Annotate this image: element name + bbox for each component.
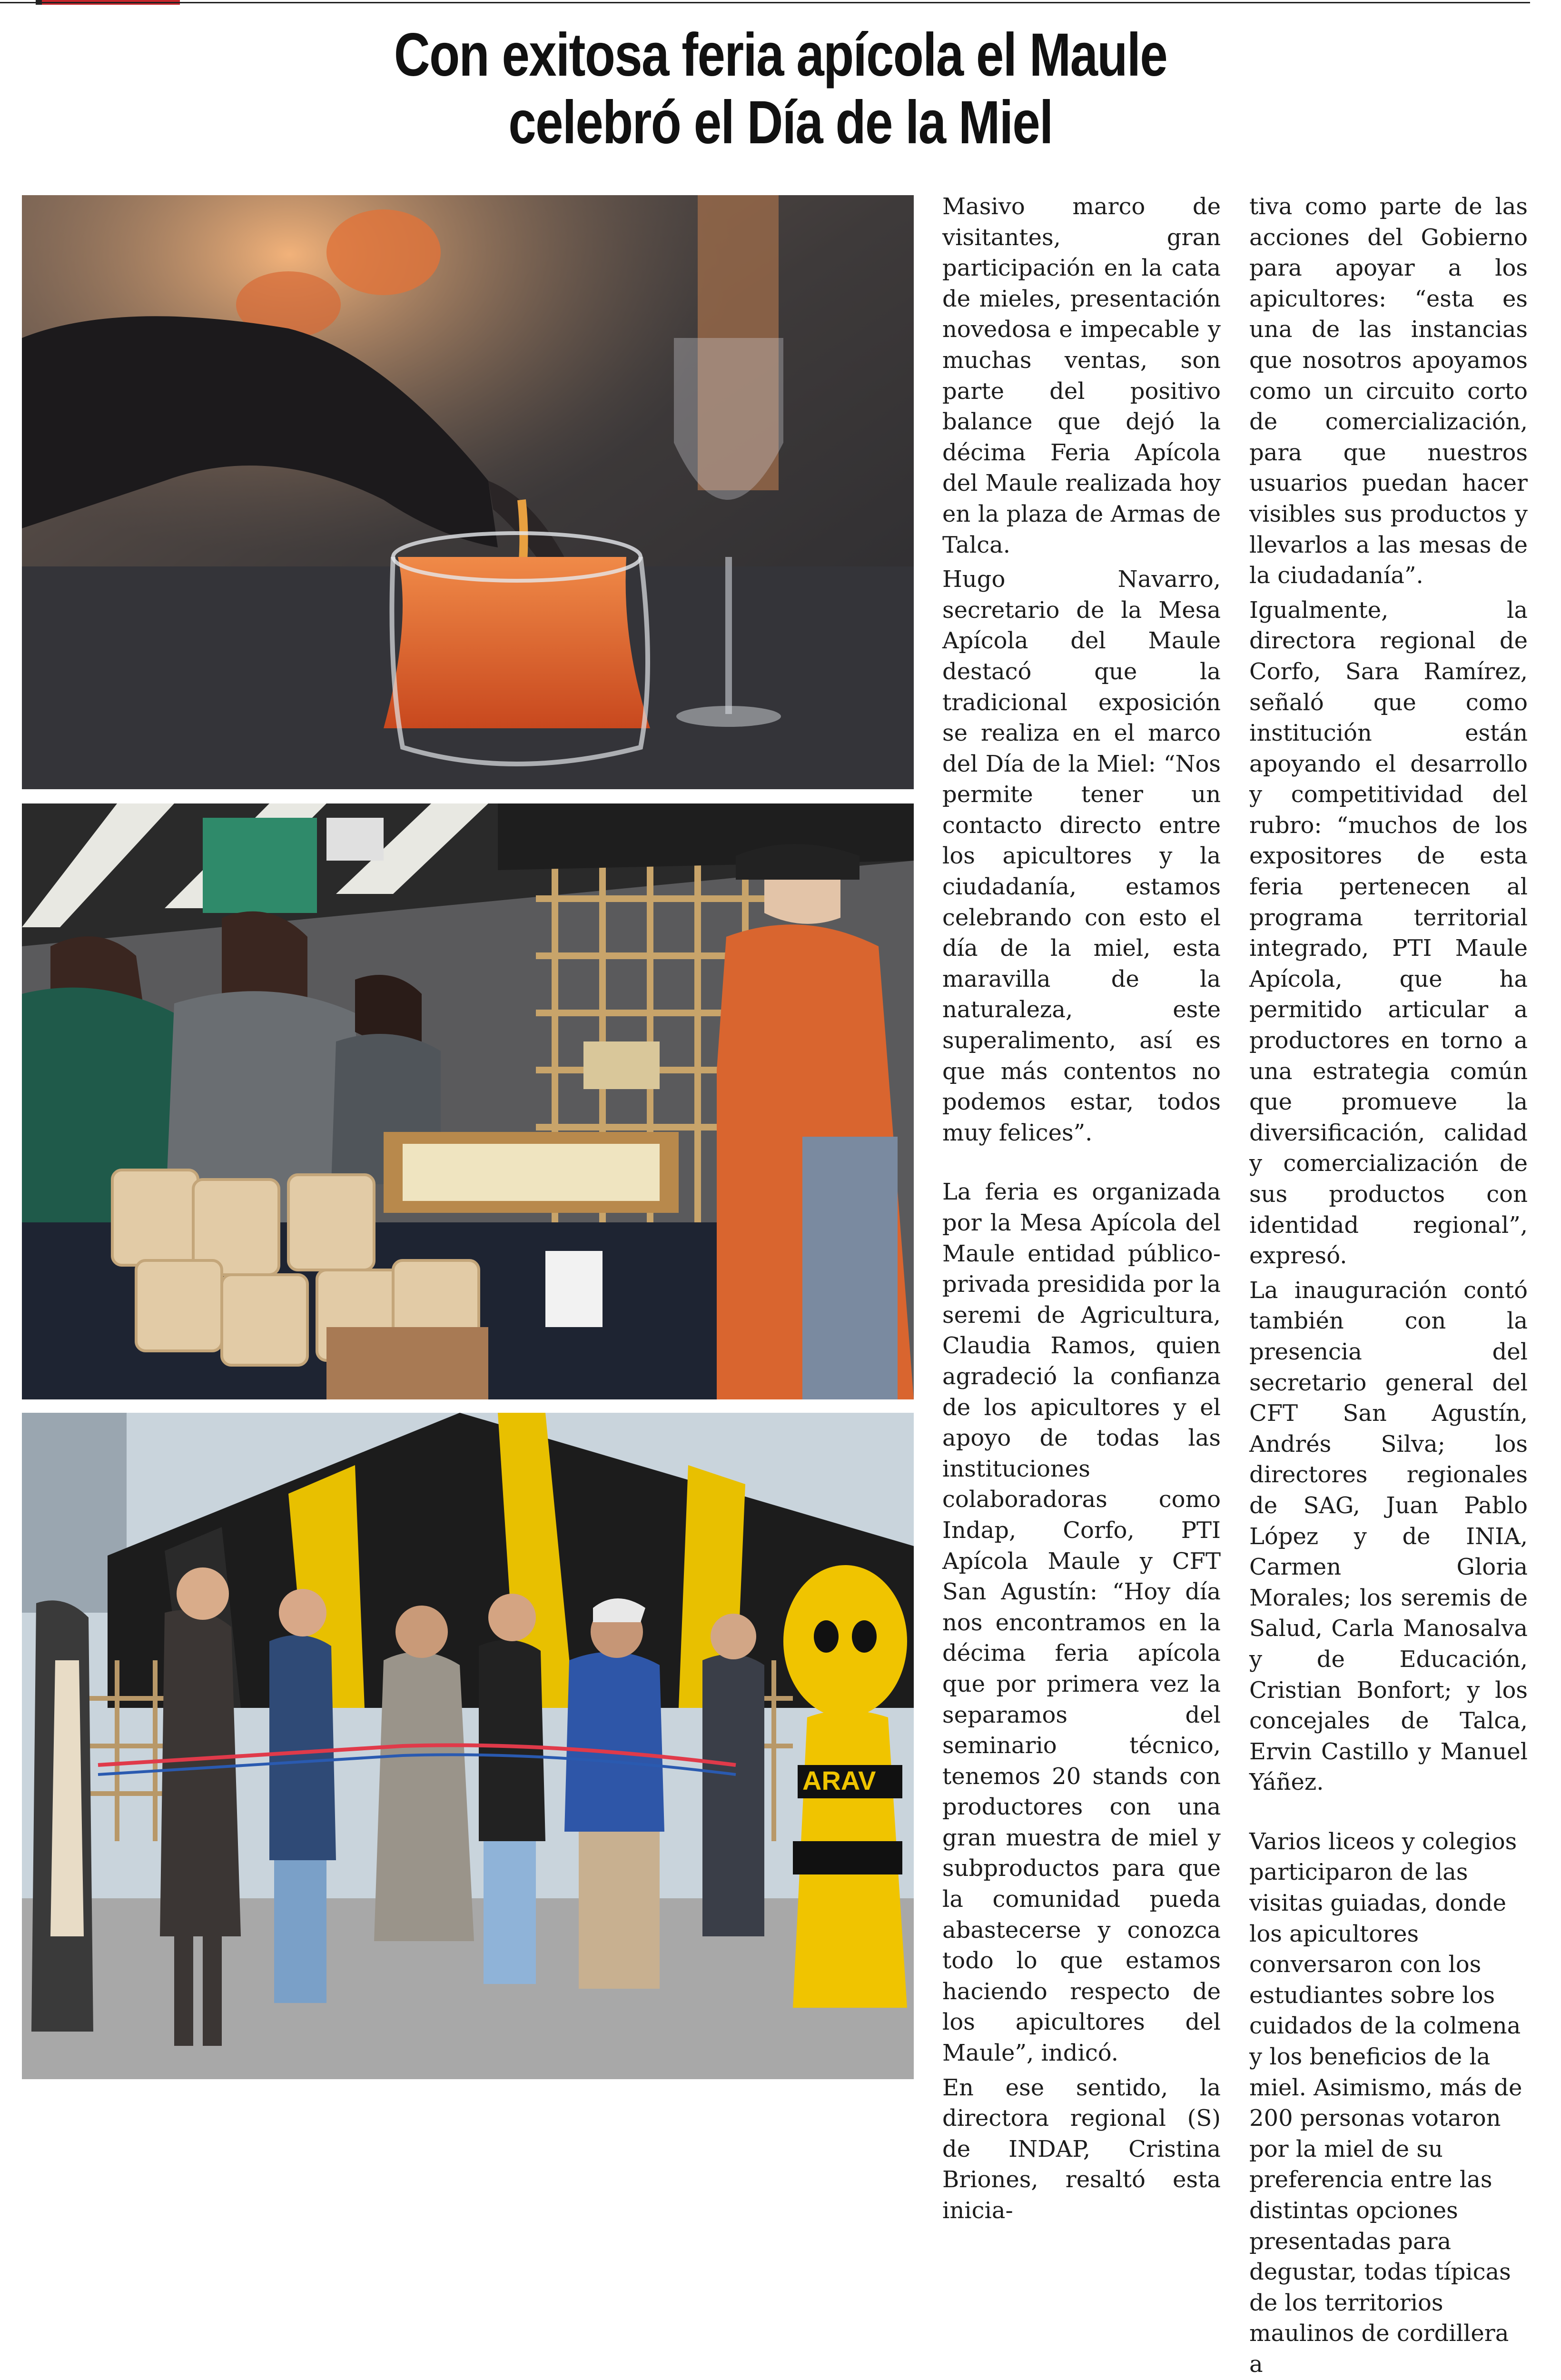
photo-honey-tasting	[22, 195, 914, 789]
ribbon-cutting-illustration	[22, 1413, 914, 2079]
headline-line-2: celebró el Día de la Miel	[508, 89, 1053, 157]
honey-tasting-illustration	[22, 195, 914, 789]
article-headline	[359, 21, 1202, 157]
page-header-rule	[0, 0, 1561, 6]
article-column-2	[1249, 191, 1528, 2380]
paragraph-organizacion: La feria es organizada por la Mesa Apícola del Maule entidad público-privada presidida por la seremi de Agricultura, Claudia Ramos, quien agradeció la confianza de los apicultores y el apoyo de todas las instituciones colaboradoras como Indap, Corfo, PTI Apícola Maule y CFT San Agustín: “Hoy día nos encontramos en la décima feria apícola que por primera vez la separamos del seminario técnico, tenemos 20 stands con productores con una gran muestra de miel y subproductos para que la comunidad pueda abastecerse y conozca todo lo que estamos haciendo respecto de los apicultores del Maule”, indicó.	[942, 1179, 1221, 2067]
header-line	[0, 2, 1530, 3]
headline-line-1: Con exitosa feria apícola el Maule	[394, 21, 1167, 89]
paragraph-visitas: Varios liceos y colegios participaron de las visitas guiadas, donde los apicultores conversaron con los estudiantes sobre los cuidados de la colmena y los beneficios de la miel. Asimismo, más de 200 personas votaron por la miel de su preferencia entre las distintas opciones presentadas para degustar, todas típicas de los territorios maulinos de cordillera a	[1249, 1828, 1522, 2378]
mascot-sign: ARAV	[802, 1765, 876, 1795]
stand-illustration	[22, 803, 914, 1399]
paragraph-inauguracion: La inauguración contó también con la presencia del secretario general del CFT San Agustín, Andrés Silva; los directores regionales de SAG, Juan Pablo López y de INIA, Carmen Gloria Morales; los seremis de Salud, Carla Manosalva y de Educación, Cristian Bonfort; y los concejales de Talca, Ervin Castillo y Manuel Yáñez.	[1249, 1277, 1528, 1796]
photo-ribbon-cutting	[22, 1413, 914, 2079]
paragraph-indap-cont: tiva como parte de las acciones del Gobierno para apoyar a los apicultores: “esta es una de las instancias que nosotros apoyamos como un circuito corto de comercialización, para que nuestros usuarios puedan hacer visibles sus productos y llevarlos a las mesas de la ciudadanía”.	[1249, 193, 1528, 589]
paragraph-intro: Masivo marco de visitantes, gran participación en la cata de mieles, presentación novedosa e impecable y muchas ventas, son parte del positivo balance que dejó la décima Feria Apícola del Maule realizada hoy en la plaza de Armas de Talca.	[942, 193, 1221, 558]
paragraph-corfo: Igualmente, la directora regional de Corfo, Sara Ramírez, señaló que como institución están apoyando el desarrollo y competitividad del rubro: “muchos de los expositores de esta feria pertenecen al programa territorial integrado, PTI Maule Apícola, que ha permitido articular a productores en torno a una estrategia común que promueve la diversificación, calidad y comercialización de sus productos con identidad regional”, expresó.	[1249, 596, 1528, 1269]
paragraph-indap: En ese sentido, la directora regional (S) de INDAP, Cristina Briones, resaltó esta inicia-	[942, 2074, 1221, 2224]
photo-students-at-stand	[22, 803, 914, 1399]
paragraph-hugo-navarro: Hugo Navarro, secretario de la Mesa Apícola del Maule destacó que la tradicional exposición se realiza en el marco del Día de la Miel: “Nos permite tener un contacto directo entre los apicultores y la ciudadanía, estamos celebrando con esto el día de la miel, esta maravilla de la naturaleza, este superalimento, así es que más contentos no podemos estar, todos muy felices”.	[942, 566, 1221, 1146]
article-column-1	[942, 191, 1221, 2226]
